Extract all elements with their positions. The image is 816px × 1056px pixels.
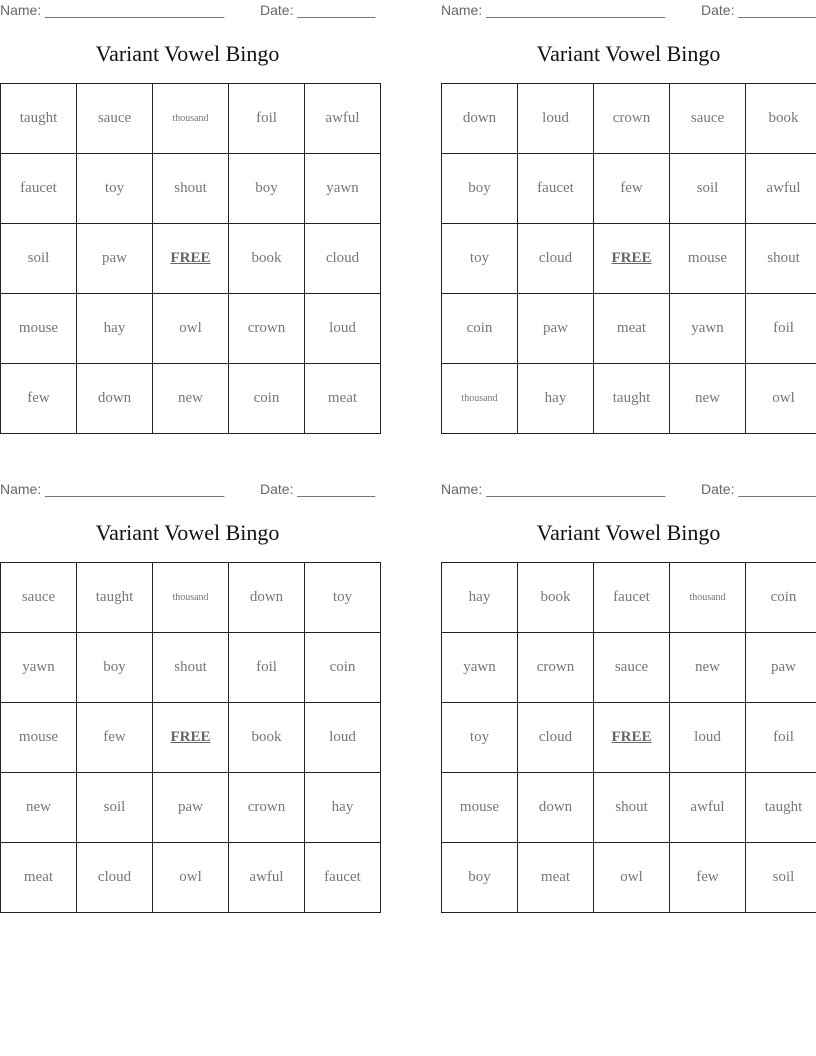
grid-cell: meat <box>594 294 670 364</box>
grid-row <box>1 224 381 294</box>
card-title: Variant Vowel Bingo <box>95 520 280 545</box>
grid-cell: meat <box>518 843 594 913</box>
grid-cell: sauce <box>594 633 670 703</box>
grid-cell: hay <box>77 294 153 364</box>
free-space-cell: FREE <box>153 224 229 294</box>
date-field[interactable]: Date: __________ <box>260 2 376 18</box>
grid-cell: taught <box>1 84 77 154</box>
grid-cell: yawn <box>305 154 381 224</box>
bingo-grid <box>0 83 381 434</box>
grid-row <box>442 84 816 154</box>
bingo-grid <box>0 562 381 913</box>
grid-cell: foil <box>746 703 816 773</box>
grid-cell: meat <box>1 843 77 913</box>
grid-cell: hay <box>305 773 381 843</box>
date-field[interactable]: Date: __________ <box>701 2 816 18</box>
grid-cell: soil <box>670 154 746 224</box>
grid-cell: hay <box>442 563 518 633</box>
grid-cell: paw <box>518 294 594 364</box>
grid-cell: sauce <box>670 84 746 154</box>
grid-cell: new <box>1 773 77 843</box>
grid-cell: soil <box>1 224 77 294</box>
grid-cell: paw <box>77 224 153 294</box>
grid-row <box>442 224 816 294</box>
grid-cell: down <box>229 563 305 633</box>
grid-cell: down <box>442 84 518 154</box>
grid-cell: toy <box>305 563 381 633</box>
grid-cell: paw <box>746 633 816 703</box>
free-space-cell: FREE <box>594 703 670 773</box>
grid-row <box>1 633 381 703</box>
bingo-card <box>0 0 375 434</box>
grid-cell: new <box>670 364 746 434</box>
grid-cell: mouse <box>442 773 518 843</box>
grid-row <box>442 563 816 633</box>
grid-cell: foil <box>746 294 816 364</box>
bingo-card <box>441 479 816 913</box>
grid-row <box>442 633 816 703</box>
grid-cell: shout <box>746 224 816 294</box>
card-header <box>0 481 375 499</box>
grid-cell: shout <box>594 773 670 843</box>
grid-cell: crown <box>229 294 305 364</box>
grid-cell: sauce <box>77 84 153 154</box>
grid-cell: yawn <box>670 294 746 364</box>
grid-cell: few <box>594 154 670 224</box>
grid-row <box>442 703 816 773</box>
grid-row <box>1 364 381 434</box>
grid-cell: boy <box>442 154 518 224</box>
grid-cell: coin <box>229 364 305 434</box>
grid-cell: mouse <box>1 703 77 773</box>
grid-cell: few <box>670 843 746 913</box>
grid-cell: cloud <box>518 703 594 773</box>
grid-cell: faucet <box>305 843 381 913</box>
grid-cell: owl <box>594 843 670 913</box>
name-field[interactable]: Name: _______________________ <box>441 2 666 18</box>
grid-cell: thousand <box>442 364 518 434</box>
grid-cell: paw <box>153 773 229 843</box>
bingo-grid <box>441 83 816 434</box>
grid-cell: shout <box>153 154 229 224</box>
grid-cell: loud <box>518 84 594 154</box>
grid-cell: faucet <box>594 563 670 633</box>
grid-cell: owl <box>746 364 816 434</box>
grid-cell: book <box>229 224 305 294</box>
grid-cell: book <box>518 563 594 633</box>
date-field[interactable]: Date: __________ <box>260 481 376 497</box>
grid-cell: toy <box>442 224 518 294</box>
grid-cell: crown <box>594 84 670 154</box>
grid-cell: mouse <box>670 224 746 294</box>
grid-row <box>442 364 816 434</box>
grid-cell: mouse <box>1 294 77 364</box>
grid-cell: sauce <box>1 563 77 633</box>
grid-row <box>1 773 381 843</box>
grid-cell: loud <box>305 294 381 364</box>
grid-cell: awful <box>746 154 816 224</box>
grid-cell: cloud <box>77 843 153 913</box>
grid-cell: loud <box>305 703 381 773</box>
grid-cell: down <box>77 364 153 434</box>
free-space-cell: FREE <box>594 224 670 294</box>
grid-cell: taught <box>746 773 816 843</box>
grid-cell: owl <box>153 843 229 913</box>
grid-cell: crown <box>229 773 305 843</box>
grid-cell: cloud <box>518 224 594 294</box>
grid-cell: thousand <box>670 563 746 633</box>
grid-cell: toy <box>77 154 153 224</box>
grid-cell: thousand <box>153 563 229 633</box>
grid-cell: toy <box>442 703 518 773</box>
card-title: Variant Vowel Bingo <box>536 41 721 66</box>
card-header <box>441 481 816 499</box>
name-field[interactable]: Name: _______________________ <box>441 481 666 497</box>
card-header <box>441 2 816 20</box>
card-title: Variant Vowel Bingo <box>95 41 280 66</box>
bingo-card <box>441 0 816 434</box>
card-title: Variant Vowel Bingo <box>536 520 721 545</box>
grid-cell: boy <box>77 633 153 703</box>
grid-cell: cloud <box>305 224 381 294</box>
grid-row <box>442 154 816 224</box>
grid-cell: taught <box>77 563 153 633</box>
grid-cell: hay <box>518 364 594 434</box>
grid-cell: coin <box>442 294 518 364</box>
grid-row <box>1 294 381 364</box>
grid-cell: faucet <box>518 154 594 224</box>
grid-cell: awful <box>305 84 381 154</box>
grid-row <box>1 154 381 224</box>
grid-cell: taught <box>594 364 670 434</box>
grid-row <box>442 294 816 364</box>
grid-row <box>442 843 816 913</box>
grid-cell: book <box>229 703 305 773</box>
grid-cell: crown <box>518 633 594 703</box>
grid-cell: soil <box>746 843 816 913</box>
grid-cell: faucet <box>1 154 77 224</box>
grid-cell: new <box>670 633 746 703</box>
grid-cell: awful <box>229 843 305 913</box>
grid-cell: awful <box>670 773 746 843</box>
grid-cell: soil <box>77 773 153 843</box>
free-space-cell: FREE <box>153 703 229 773</box>
grid-cell: new <box>153 364 229 434</box>
grid-cell: foil <box>229 84 305 154</box>
grid-cell: meat <box>305 364 381 434</box>
name-field[interactable]: Name: _______________________ <box>0 481 225 497</box>
grid-row <box>442 773 816 843</box>
grid-cell: owl <box>153 294 229 364</box>
bingo-grid <box>441 562 816 913</box>
grid-cell: few <box>77 703 153 773</box>
grid-cell: few <box>1 364 77 434</box>
grid-cell: loud <box>670 703 746 773</box>
grid-row <box>1 563 381 633</box>
card-header <box>0 2 375 20</box>
grid-cell: coin <box>305 633 381 703</box>
grid-cell: down <box>518 773 594 843</box>
grid-cell: yawn <box>1 633 77 703</box>
grid-cell: boy <box>229 154 305 224</box>
name-field[interactable]: Name: _______________________ <box>0 2 225 18</box>
grid-row <box>1 843 381 913</box>
grid-row <box>1 84 381 154</box>
date-field[interactable]: Date: __________ <box>701 481 816 497</box>
grid-cell: boy <box>442 843 518 913</box>
grid-cell: book <box>746 84 816 154</box>
grid-cell: thousand <box>153 84 229 154</box>
grid-cell: shout <box>153 633 229 703</box>
bingo-card <box>0 479 375 913</box>
grid-cell: yawn <box>442 633 518 703</box>
grid-cell: coin <box>746 563 816 633</box>
grid-row <box>1 703 381 773</box>
grid-cell: foil <box>229 633 305 703</box>
